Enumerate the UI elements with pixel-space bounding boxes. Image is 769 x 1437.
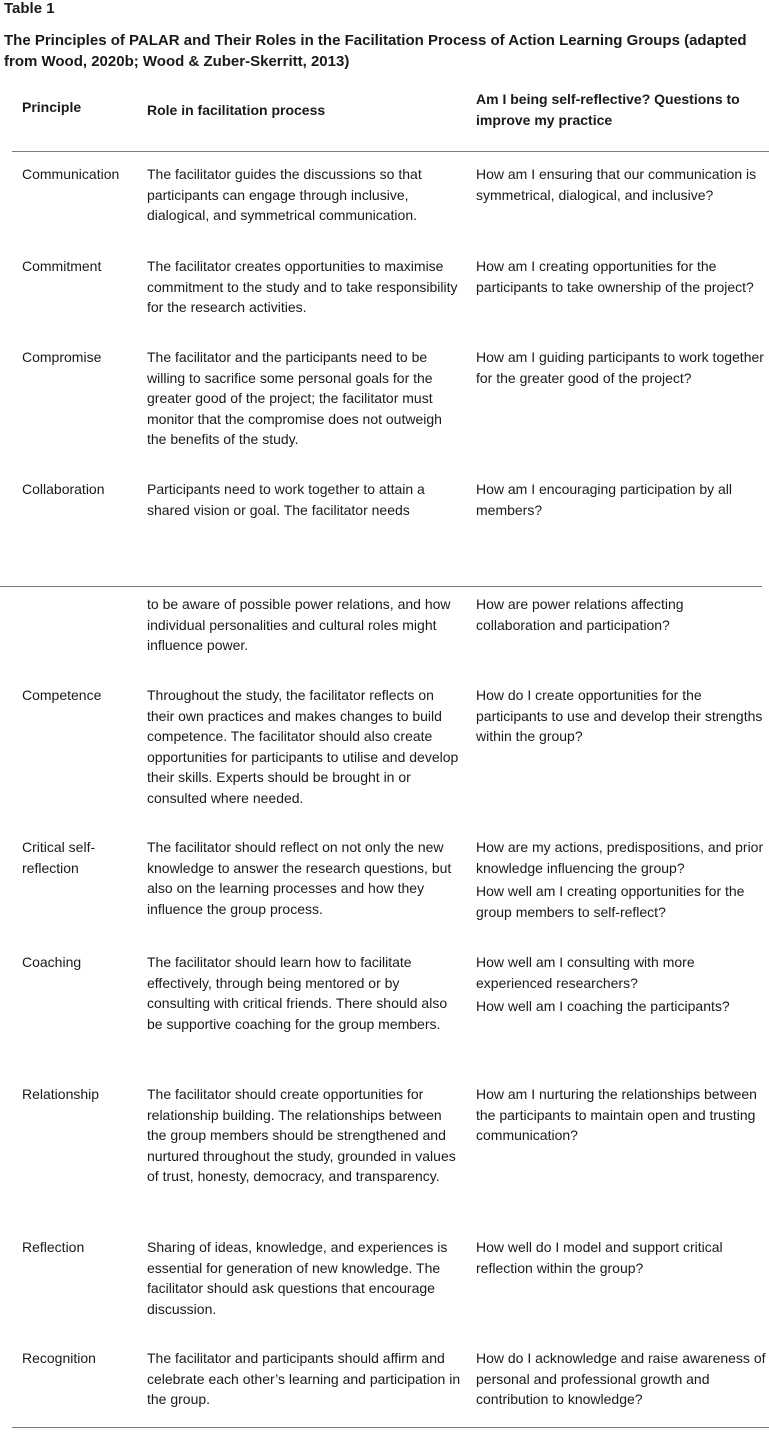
principle-cell: Critical self-reflection xyxy=(22,839,96,876)
role-cell: The facilitator should create opportunities for relationship building. The relationships between the group members should be strengthened and nurtured throughout the study, grounded in values of trust, honesty, democracy, and transparency. xyxy=(147,1086,456,1184)
question-text: How well am I creating opportunities for the group members to self-reflect? xyxy=(476,883,745,920)
question-cell: How are power relations affecting collaboration and participation? xyxy=(476,596,684,633)
question-cell: How am I encouraging participation by all members? xyxy=(476,481,733,518)
principle-cell: Reflection xyxy=(22,1239,85,1255)
question-cell: How well do I model and support critical reflection within the group? xyxy=(476,1239,723,1276)
principle-cell: Communication xyxy=(22,166,120,182)
question-cell: How do I create opportunities for the participants to use and develop their strengths within the group? xyxy=(476,687,763,744)
question-cell xyxy=(476,952,766,1017)
question-text: How well am I coaching the participants? xyxy=(476,998,730,1014)
table-label: Table 1 xyxy=(4,0,55,17)
header-rule xyxy=(12,151,769,152)
role-cell: The facilitator creates opportunities to maximise commitment to the study and to take responsibility for the research activities. xyxy=(147,258,458,315)
principle-cell: Commitment xyxy=(22,258,102,274)
question-text: How well am I consulting with more experienced researchers? xyxy=(476,954,695,991)
table-bottom-rule xyxy=(12,1427,769,1428)
principle-cell: Competence xyxy=(22,687,102,703)
role-cell: The facilitator should reflect on not only the new knowledge to answer the research questions, but also on the learning processes and how they influence the group process. xyxy=(147,839,452,917)
question-cell: How do I acknowledge and raise awareness of personal and professional growth and contribution to knowledge? xyxy=(476,1350,766,1407)
question-cell: How am I creating opportunities for the participants to take ownership of the project? xyxy=(476,258,754,295)
header-questions: Am I being self-reflective? Questions to improve my practice xyxy=(476,91,740,128)
principle-cell: Recognition xyxy=(22,1350,96,1366)
role-cell: Participants need to work together to attain a shared vision or goal. The facilitator needs xyxy=(147,481,425,518)
question-text: How are my actions, predispositions, and prior knowledge influencing the group? xyxy=(476,839,764,876)
question-cell: How am I guiding participants to work together for the greater good of the project? xyxy=(476,349,764,386)
principle-cell: Coaching xyxy=(22,954,82,970)
question-cell: How am I nurturing the relationships between the participants to maintain open and trusting communication? xyxy=(476,1086,757,1143)
role-cell: The facilitator and the participants need to be willing to sacrifice some personal goals for the greater good of the project; the facilitator must monitor that the compromise does not outweigh the benefits of the study. xyxy=(147,349,442,447)
header-principle: Principle xyxy=(22,99,82,115)
role-cell: to be aware of possible power relations, and how individual personalities and cultural roles might influence power. xyxy=(147,596,451,653)
page-break-rule xyxy=(0,586,762,587)
role-cell: Throughout the study, the facilitator reflects on their own practices and makes changes to build competence. The facilitator should also create opportunities for participants to utilise and develop their skills. Experts should be brought in or consulted where needed. xyxy=(147,687,459,806)
role-cell: The facilitator should learn how to facilitate effectively, through being mentored or by consulting with critical friends. There should also be supportive coaching for the group members. xyxy=(147,954,448,1032)
table-title: The Principles of PALAR and Their Roles in the Facilitation Process of Action Learning Groups (adapted from Wood, 2020b; Wood & Zuber-Skerritt, 2013) xyxy=(4,32,747,70)
principle-cell: Compromise xyxy=(22,349,102,365)
role-cell: The facilitator and participants should affirm and celebrate each other’s learning and participation in the group. xyxy=(147,1350,461,1407)
role-cell: The facilitator guides the discussions so that participants can engage through inclusive, dialogical, and symmetrical communication. xyxy=(147,166,422,223)
principle-cell: Collaboration xyxy=(22,481,105,497)
question-cell: How am I ensuring that our communication is symmetrical, dialogical, and inclusive? xyxy=(476,166,757,203)
question-cell xyxy=(476,837,766,922)
header-role: Role in facilitation process xyxy=(147,102,326,118)
principle-cell: Relationship xyxy=(22,1086,100,1102)
role-cell: Sharing of ideas, knowledge, and experiences is essential for generation of new knowledge. The facilitator should ask questions that encourage discussion. xyxy=(147,1239,448,1317)
